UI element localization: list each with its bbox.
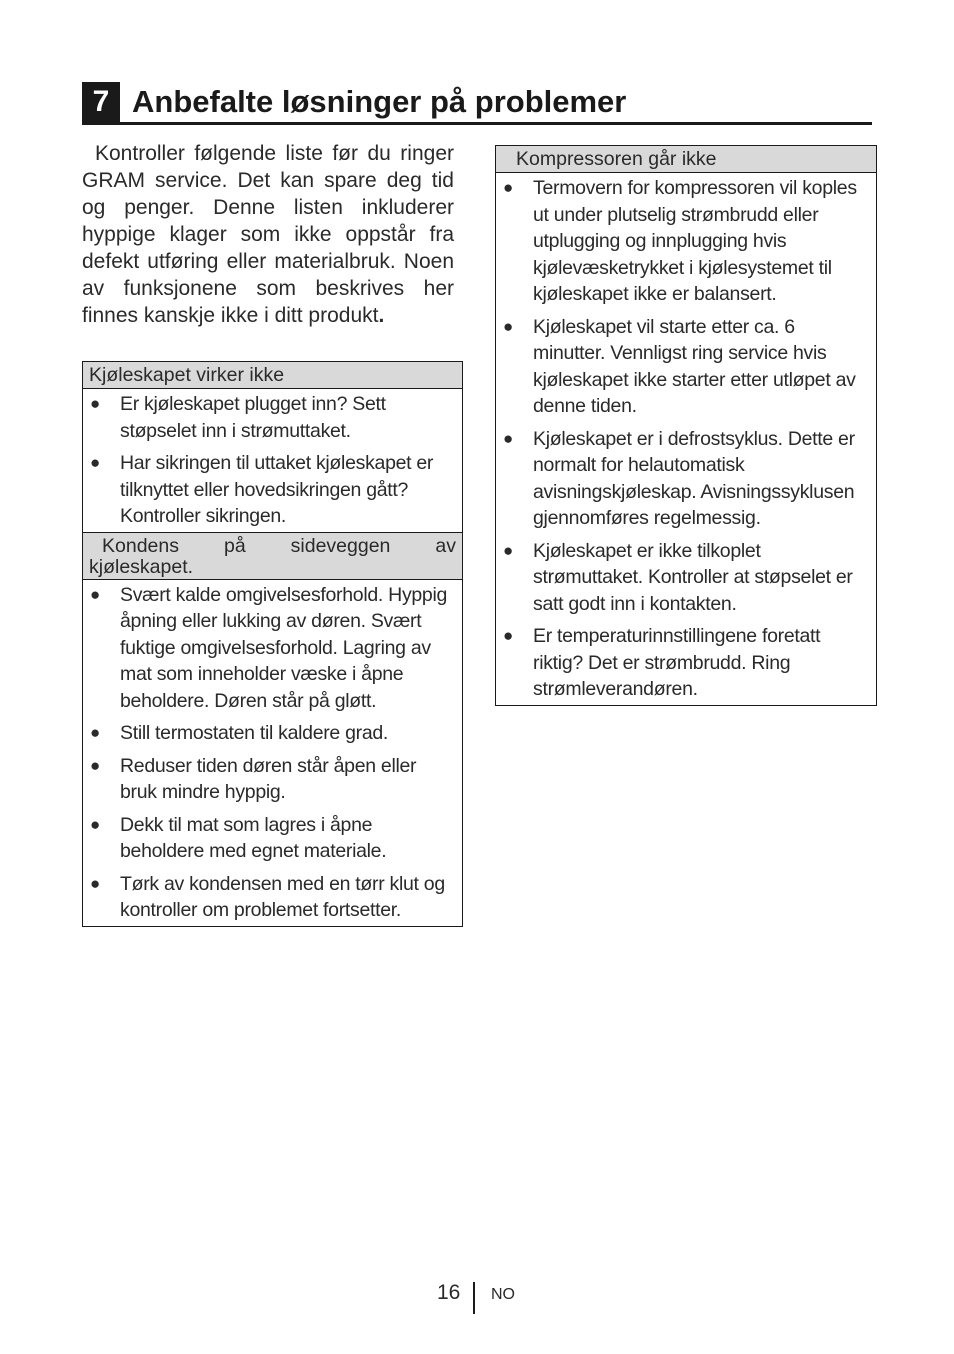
bullet-icon: ● [503,540,513,560]
section-heading [82,82,872,125]
footer-divider [473,1282,475,1314]
list-item-text: Still termostaten til kaldere grad. [120,722,389,744]
list-item-text: Kjøleskapet vil starte etter ca. 6 minutter. Vennligst ring service hvis kjøleskapet ikke starter etter utløpet av denne tiden. [533,315,856,417]
list-item [496,623,870,703]
bullet-icon: ● [90,873,100,893]
list-item [83,871,456,924]
bullet-icon: ● [90,723,100,742]
bullet-icon: ● [90,755,100,775]
list-item [83,582,456,715]
list-item [496,314,870,420]
list-item-text: Termovern for kompressoren vil koples ut under plutselig strømbrudd eller utplugging og innplugging hvis kjølevæsketrykket i kjølesystemet til kjøleskapet ikke er balansert. [533,177,857,305]
list-item [496,426,870,532]
language-code: NO [491,1286,515,1303]
bullet-icon: ● [503,178,513,197]
list-item-text: Svært kalde omgivelsesforhold. Hyppig åpning eller lukking av døren. Svært fuktige omgivelsesforhold. Lagring av mat som inneholder væske i åpne beholdere. Døren står på gløtt. [120,583,448,712]
list-item-text: Reduser tiden døren står åpen eller bruk mindre hyppig. [120,754,417,803]
list-item-text: Dekk til mat som lagres i åpne beholdere med egnet materiale. [120,813,387,862]
box-header-compressor-not-running: Kompressoren går ikke [496,146,876,173]
list-item [83,720,456,747]
list-item-text: Kjøleskapet er i defrostsyklus. Dette er normalt for helautomatisk avisningskjøleskap. Avisningssyklusen gjennomføres regelmessig. [533,427,855,529]
section-number-badge: 7 [82,82,120,122]
compressor-list [496,173,876,705]
list-item-text: Tørk av kondensen med en tørr klut og kontroller om problemet fortsetter. [120,872,445,921]
bullet-icon: ● [503,428,513,448]
page-title: Anbefalte løsninger på problemer [132,84,627,119]
intro-end-mark: . [378,304,385,327]
intro-paragraph [82,140,454,329]
list-item [83,450,456,530]
bullet-icon: ● [90,453,100,472]
left-troubleshooting-box [82,361,463,927]
list-item [83,753,456,806]
box-header-fridge-not-working: Kjøleskapet virker ikke [83,362,462,389]
fridge-not-working-list [83,389,462,532]
list-item [496,538,870,618]
right-troubleshooting-box [495,145,877,706]
list-item-text: Har sikringen til uttaket kjøleskapet er tilknyttet eller hovedsikringen gått? Kontroller sikringen. [120,452,434,527]
bullet-icon: ● [503,626,513,645]
intro-text: Kontroller følgende liste før du ringer GRAM service. Det kan spare deg tid og penger. Denne listen inkluderer hyppige klager som ikke oppstår fra defekt utføring eller materialbruk. Noen av funksjonene som beskrives her finnes kanskje ikke i ditt produkt [82,142,454,327]
list-item-text: Kjøleskapet er ikke tilkoplet strømuttaket. Kontroller at støpselet er satt godt inn i kontakten. [533,539,853,615]
list-item [496,175,870,308]
list-item-text: Er kjøleskapet plugget inn? Sett støpselet inn i strømuttaket. [120,393,386,442]
box-header-condensation-line2: kjøleskapet. [89,555,194,578]
condensation-list [83,580,462,926]
list-item [83,812,456,865]
bullet-icon: ● [90,584,100,604]
list-item [83,391,456,444]
box-header-condensation [83,532,462,580]
box-header-condensation-line1: Kondens på sideveggen av [102,534,456,557]
bullet-icon: ● [90,394,100,413]
page-number: 16 [437,1281,461,1304]
list-item-text: Er temperaturinnstillingene foretatt riktig? Det er strømbrudd. Ring strømleverandøren. [533,625,821,700]
bullet-icon: ● [503,316,513,336]
bullet-icon: ● [90,814,100,834]
